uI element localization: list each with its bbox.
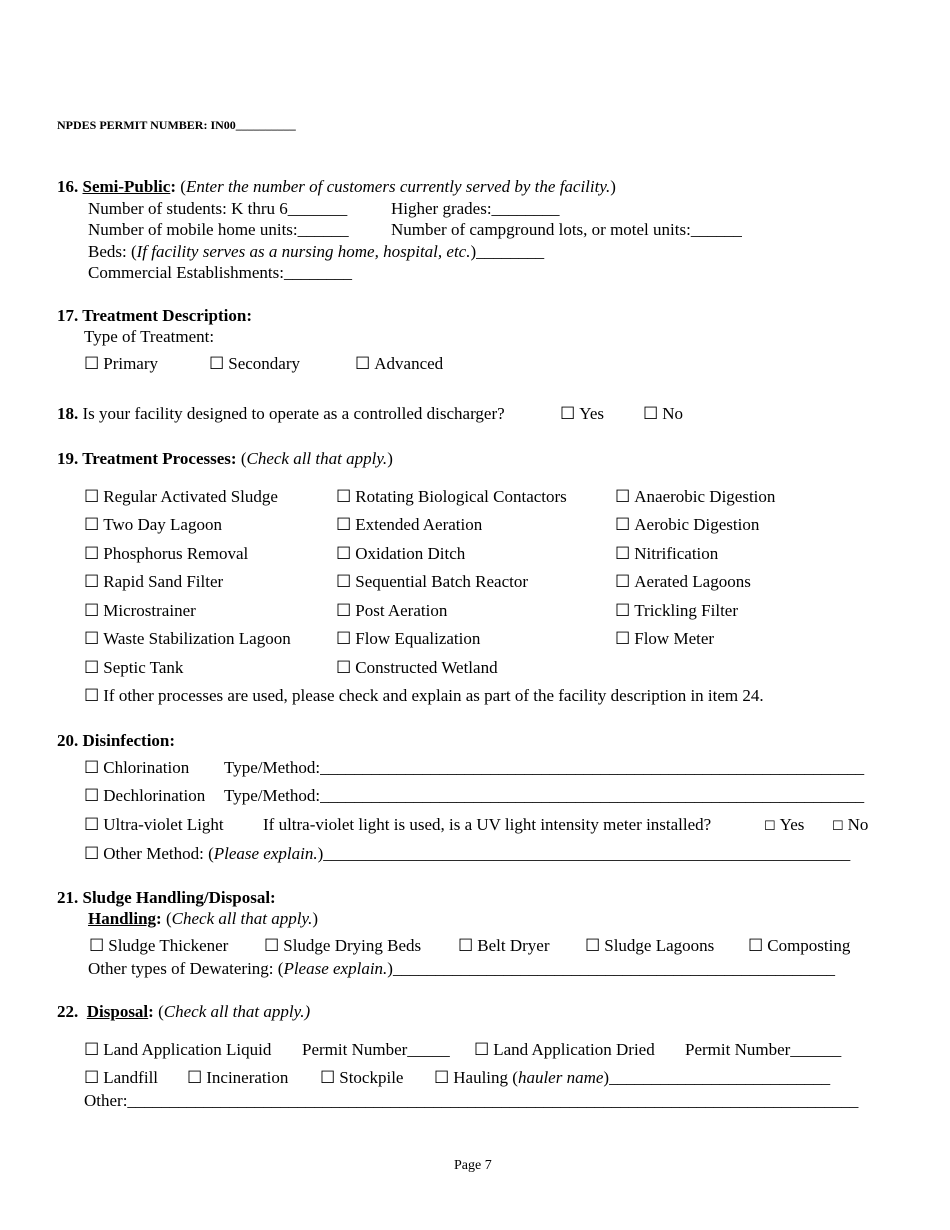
checkbox-label: Regular Activated Sludge bbox=[103, 487, 278, 506]
beds-field[interactable] bbox=[88, 243, 544, 260]
checkbox-icon: ☐ bbox=[615, 544, 631, 563]
checkbox-icon: ☐ bbox=[336, 544, 352, 563]
field-instructions: hauler name bbox=[517, 1068, 604, 1087]
checkbox-process[interactable] bbox=[615, 516, 759, 533]
checkbox-process[interactable] bbox=[336, 516, 482, 533]
checkbox-ultraviolet[interactable] bbox=[84, 816, 224, 833]
checkbox-chlorination[interactable] bbox=[84, 759, 189, 776]
checkbox-label: Rapid Sand Filter bbox=[103, 572, 224, 591]
section-18-question bbox=[57, 405, 505, 422]
paren-close: ) bbox=[387, 449, 393, 468]
checkbox-icon: ☐ bbox=[84, 629, 100, 648]
checkbox-label: Septic Tank bbox=[103, 658, 184, 677]
checkbox-icon: ☐ bbox=[84, 572, 100, 591]
field-label: Other types of Dewatering: ( bbox=[88, 959, 284, 978]
checkbox-label: Yes bbox=[779, 815, 805, 834]
checkbox-label: If other processes are used, please check and explain as part of the facility description in item 24. bbox=[103, 686, 764, 705]
checkbox-icon: ☐ bbox=[764, 818, 776, 833]
beds-label: Beds: ( bbox=[88, 242, 137, 261]
checkbox-icon: ☐ bbox=[336, 572, 352, 591]
checkbox-icon: ☐ bbox=[84, 786, 100, 805]
checkbox-icon: ☐ bbox=[84, 815, 100, 834]
checkbox-icon: ☐ bbox=[355, 354, 371, 373]
checkbox-label: Advanced bbox=[374, 354, 444, 373]
beds-blank: )________ bbox=[470, 242, 545, 261]
checkbox-label: Two Day Lagoon bbox=[103, 515, 222, 534]
checkbox-label: Sequential Batch Reactor bbox=[355, 572, 529, 591]
section-number: 18. bbox=[57, 404, 79, 423]
checkbox-icon: ☐ bbox=[84, 601, 100, 620]
colon: : bbox=[170, 177, 177, 196]
checkbox-label: Dechlorination bbox=[103, 786, 206, 805]
checkbox-icon: ☐ bbox=[84, 354, 100, 373]
checkbox-label: Rotating Biological Contactors bbox=[355, 487, 567, 506]
subsection-title: Handling bbox=[88, 909, 157, 928]
checkbox-label: Oxidation Ditch bbox=[355, 544, 466, 563]
paren-open: ( bbox=[161, 909, 172, 928]
checkbox-icon: ☐ bbox=[615, 629, 631, 648]
checkbox-process[interactable] bbox=[336, 630, 480, 647]
checkbox-process[interactable] bbox=[615, 602, 738, 619]
checkbox-icon: ☐ bbox=[336, 515, 352, 534]
checkbox-process[interactable] bbox=[336, 602, 447, 619]
checkbox-icon: ☐ bbox=[434, 1068, 450, 1087]
section-title: 19. Treatment Processes: bbox=[57, 449, 237, 468]
checkbox-process[interactable] bbox=[615, 545, 718, 562]
dechlorination-type-field[interactable]: Type/Method:________________________________________________________________ bbox=[224, 786, 865, 805]
checkbox-label: Constructed Wetland bbox=[355, 658, 498, 677]
checkbox-other-processes[interactable] bbox=[84, 687, 764, 704]
checkbox-uv-yes[interactable] bbox=[764, 816, 804, 833]
paren-open: ( bbox=[176, 177, 186, 196]
checkbox-label: Microstrainer bbox=[103, 601, 196, 620]
checkbox-uv-no[interactable] bbox=[832, 816, 868, 833]
checkbox-process[interactable] bbox=[615, 630, 714, 647]
checkbox-process[interactable] bbox=[84, 630, 291, 647]
checkbox-hauling[interactable] bbox=[434, 1069, 830, 1086]
section-16-heading bbox=[57, 178, 616, 195]
checkbox-process[interactable] bbox=[84, 602, 196, 619]
checkbox-process[interactable] bbox=[615, 573, 751, 590]
field-instructions: Please explain. bbox=[213, 844, 318, 863]
checkbox-process[interactable] bbox=[336, 573, 528, 590]
checkbox-stockpile[interactable] bbox=[320, 1069, 403, 1086]
campground-field[interactable]: Number of campground lots, or motel units:______ bbox=[391, 220, 742, 239]
checkbox-belt-dryer[interactable] bbox=[458, 937, 549, 954]
checkbox-label: Flow Equalization bbox=[355, 629, 481, 648]
checkbox-icon: ☐ bbox=[615, 515, 631, 534]
higher-grades-field[interactable]: Higher grades:________ bbox=[391, 199, 560, 218]
checkbox-label: Stockpile bbox=[339, 1068, 404, 1087]
checkbox-label: Phosphorus Removal bbox=[103, 544, 249, 563]
uv-meter-question: If ultra-violet light is used, is a UV light intensity meter installed? bbox=[263, 815, 712, 834]
checkbox-label: Primary bbox=[103, 354, 159, 373]
section-instructions: Check all that apply. bbox=[246, 449, 388, 468]
checkbox-icon: ☐ bbox=[474, 1040, 490, 1059]
checkbox-process[interactable] bbox=[84, 659, 183, 676]
checkbox-label: Aerated Lagoons bbox=[634, 572, 751, 591]
checkbox-sludge-lagoons[interactable] bbox=[585, 937, 714, 954]
other-dewatering-field[interactable] bbox=[88, 960, 835, 977]
checkbox-secondary[interactable] bbox=[209, 355, 300, 372]
checkbox-icon: ☐ bbox=[336, 601, 352, 620]
field-blank: )__________________________ bbox=[603, 1068, 831, 1087]
checkbox-label: Aerobic Digestion bbox=[634, 515, 760, 534]
checkbox-icon: ☐ bbox=[187, 1068, 203, 1087]
checkbox-label: Extended Aeration bbox=[355, 515, 483, 534]
checkbox-dechlorination[interactable] bbox=[84, 787, 205, 804]
section-21-heading: 21. Sludge Handling/Disposal: bbox=[57, 888, 276, 907]
checkbox-label: Trickling Filter bbox=[634, 601, 738, 620]
chlorination-type-field[interactable]: Type/Method:________________________________________________________________ bbox=[224, 758, 865, 777]
subsection-instructions: Check all that apply. bbox=[171, 909, 313, 928]
checkbox-label: Belt Dryer bbox=[477, 936, 550, 955]
checkbox-label: Waste Stabilization Lagoon bbox=[103, 629, 291, 648]
permit-number-field-liquid[interactable]: Permit Number_____ bbox=[302, 1040, 450, 1059]
handling-subheading bbox=[88, 910, 318, 927]
checkbox-process[interactable] bbox=[84, 516, 222, 533]
checkbox-icon: ☐ bbox=[84, 844, 100, 863]
checkbox-icon: ☐ bbox=[209, 354, 225, 373]
checkbox-land-application-dried[interactable] bbox=[474, 1041, 655, 1058]
paren-open: ( bbox=[153, 1002, 164, 1021]
section-number: 16. bbox=[57, 177, 79, 196]
checkbox-label: Secondary bbox=[228, 354, 301, 373]
checkbox-icon: ☐ bbox=[336, 658, 352, 677]
permit-number-label: NPDES PERMIT NUMBER: IN00__________ bbox=[57, 118, 296, 132]
checkbox-label: Land Application Dried bbox=[493, 1040, 655, 1059]
checkbox-label: Yes bbox=[579, 404, 604, 423]
section-instructions: Enter the number of customers currently served by the facility. bbox=[185, 177, 611, 196]
commercial-field[interactable]: Commercial Establishments:________ bbox=[88, 263, 352, 282]
paren-open: ( bbox=[236, 449, 247, 468]
checkbox-process[interactable] bbox=[84, 573, 223, 590]
checkbox-label: Land Application Liquid bbox=[103, 1040, 272, 1059]
checkbox-icon: ☐ bbox=[585, 936, 601, 955]
checkbox-icon: ☐ bbox=[84, 1068, 100, 1087]
checkbox-process[interactable] bbox=[84, 488, 278, 505]
checkbox-label: Chlorination bbox=[103, 758, 190, 777]
section-title: Semi-Public bbox=[82, 177, 171, 196]
other-disposal-field[interactable]: Other:______________________________________________________________________________________ bbox=[84, 1091, 859, 1110]
field-blank: )______________________________________________________________ bbox=[317, 844, 851, 863]
checkbox-process[interactable] bbox=[336, 488, 567, 505]
checkbox-label: Nitrification bbox=[634, 544, 719, 563]
checkbox-label: Composting bbox=[767, 936, 851, 955]
checkbox-primary[interactable] bbox=[84, 355, 158, 372]
section-22-heading bbox=[57, 1003, 310, 1020]
checkbox-icon: ☐ bbox=[336, 629, 352, 648]
checkbox-icon: ☐ bbox=[832, 818, 844, 833]
checkbox-label: Incineration bbox=[206, 1068, 289, 1087]
mobile-home-field[interactable]: Number of mobile home units:______ bbox=[88, 220, 349, 239]
checkbox-icon: ☐ bbox=[89, 936, 105, 955]
checkbox-18-yes[interactable] bbox=[560, 405, 604, 422]
page-number: Page 7 bbox=[454, 1158, 492, 1173]
checkbox-label: No bbox=[847, 815, 869, 834]
type-of-treatment-label: Type of Treatment: bbox=[84, 327, 215, 346]
permit-number-field-dried[interactable]: Permit Number______ bbox=[685, 1040, 842, 1059]
checkbox-icon: ☐ bbox=[84, 686, 100, 705]
checkbox-label: Sludge Thickener bbox=[108, 936, 229, 955]
checkbox-label: Flow Meter bbox=[634, 629, 715, 648]
checkbox-label: Sludge Lagoons bbox=[604, 936, 715, 955]
checkbox-icon: ☐ bbox=[748, 936, 764, 955]
beds-instructions: If facility serves as a nursing home, hospital, etc. bbox=[136, 242, 471, 261]
checkbox-icon: ☐ bbox=[320, 1068, 336, 1087]
checkbox-process[interactable] bbox=[336, 659, 498, 676]
checkbox-icon: ☐ bbox=[84, 758, 100, 777]
checkbox-icon: ☐ bbox=[84, 1040, 100, 1059]
checkbox-icon: ☐ bbox=[458, 936, 474, 955]
checkbox-process[interactable] bbox=[615, 488, 775, 505]
checkbox-icon: ☐ bbox=[84, 515, 100, 534]
colon: : bbox=[156, 909, 162, 928]
question-text: Is your facility designed to operate as a controlled discharger? bbox=[78, 404, 505, 423]
colon: : bbox=[148, 1002, 154, 1021]
checkbox-landfill[interactable] bbox=[84, 1069, 158, 1086]
section-20-heading: 20. Disinfection: bbox=[57, 731, 176, 750]
field-blank: )____________________________________________________ bbox=[387, 959, 835, 978]
checkbox-label: Ultra-violet Light bbox=[103, 815, 224, 834]
checkbox-label: No bbox=[662, 404, 684, 423]
checkbox-icon: ☐ bbox=[643, 404, 659, 423]
section-17-heading: 17. Treatment Description: bbox=[57, 306, 252, 325]
checkbox-composting[interactable] bbox=[748, 937, 850, 954]
checkbox-icon: ☐ bbox=[560, 404, 576, 423]
checkbox-icon: ☐ bbox=[84, 544, 100, 563]
checkbox-process[interactable] bbox=[336, 545, 465, 562]
checkbox-process[interactable] bbox=[84, 545, 248, 562]
checkbox-other-method[interactable] bbox=[84, 845, 850, 862]
checkbox-incineration[interactable] bbox=[187, 1069, 288, 1086]
checkbox-icon: ☐ bbox=[84, 658, 100, 677]
checkbox-sludge-thickener[interactable] bbox=[89, 937, 228, 954]
checkbox-advanced[interactable] bbox=[355, 355, 443, 372]
checkbox-label: Sludge Drying Beds bbox=[283, 936, 422, 955]
field-instructions: Please explain. bbox=[283, 959, 388, 978]
section-19-heading bbox=[57, 450, 393, 467]
section-number: 22. bbox=[57, 1002, 79, 1021]
checkbox-icon: ☐ bbox=[264, 936, 280, 955]
checkbox-icon: ☐ bbox=[84, 487, 100, 506]
section-title: Disposal bbox=[86, 1002, 149, 1021]
checkbox-icon: ☐ bbox=[336, 487, 352, 506]
checkbox-sludge-drying-beds[interactable] bbox=[264, 937, 421, 954]
checkbox-land-application-liquid[interactable] bbox=[84, 1041, 271, 1058]
checkbox-18-no[interactable] bbox=[643, 405, 683, 422]
checkbox-label: Hauling ( bbox=[453, 1068, 518, 1087]
checkbox-icon: ☐ bbox=[615, 572, 631, 591]
students-field[interactable]: Number of students: K thru 6_______ bbox=[88, 199, 348, 218]
checkbox-icon: ☐ bbox=[615, 487, 631, 506]
checkbox-label: Post Aeration bbox=[355, 601, 448, 620]
checkbox-icon: ☐ bbox=[615, 601, 631, 620]
section-instructions: Check all that apply.) bbox=[163, 1002, 311, 1021]
checkbox-label: Landfill bbox=[103, 1068, 159, 1087]
paren-close: ) bbox=[312, 909, 319, 928]
checkbox-label: Other Method: ( bbox=[103, 844, 214, 863]
paren-close: ) bbox=[610, 177, 616, 196]
checkbox-label: Anaerobic Digestion bbox=[634, 487, 776, 506]
